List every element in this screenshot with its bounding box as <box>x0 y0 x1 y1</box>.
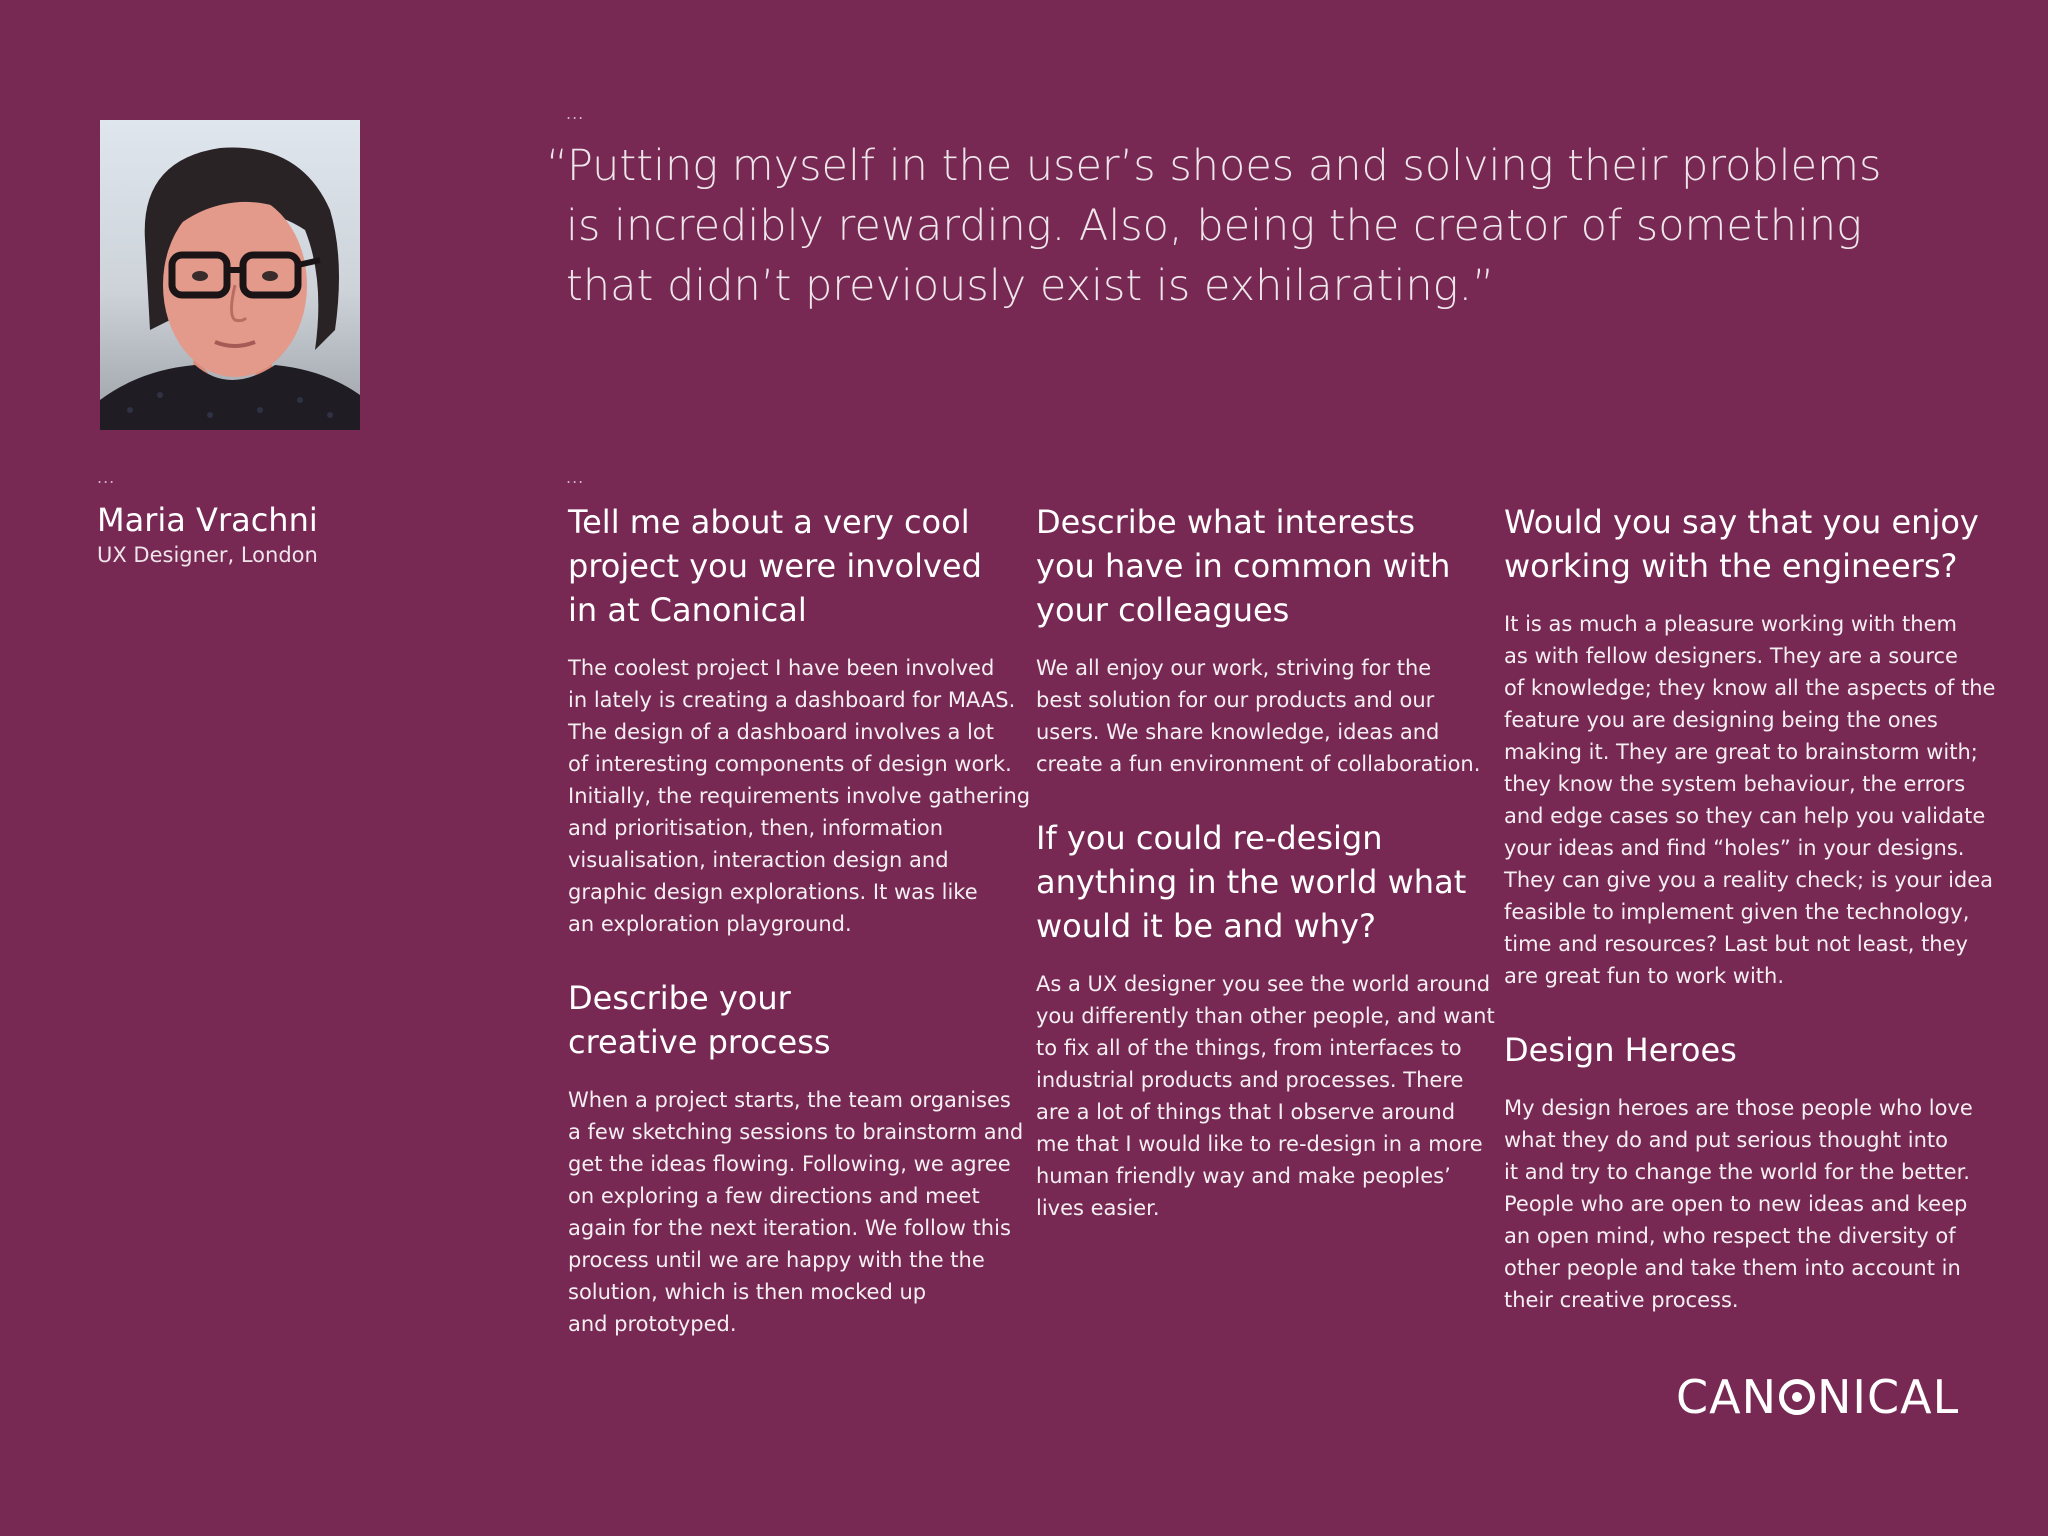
question-heading: Describe what interests you have in common with your colleagues <box>1036 503 1451 629</box>
quote-line: is incredibly rewarding. Also, being the creator of something <box>566 201 1862 251</box>
answer-text: My design heroes are those people who love what they do and put serious thought into it and try to change the world for the better. People who are open to new ideas and keep an open mind, who respect the diversity of other people and take them into account in their creative process. <box>1504 1096 1973 1312</box>
answer-text: The coolest project I have been involved in lately is creating a dashboard for MAAS. The design of a dashboard involves a lot of interesting components of design work. Initially, the requirements involve gathering and prioritisation, then, information visualisation, interaction design and graphic design explorations. It was like an exploration playground. <box>568 656 1031 936</box>
question-heading: Design Heroes <box>1504 1031 1737 1069</box>
portrait-photo <box>100 120 360 430</box>
answer-text: It is as much a pleasure working with them as with fellow designers. They are a source of knowledge; they know all the aspects of the feature you are designing being the ones making it. They are great to brainstorm with; they know the system behaviour, the errors and edge cases so they can help you validate your ideas and find “holes” in your designs. They can give you a reality check; is your idea feasible to implement given the technology, time and resources? Last but not least, they are great fun to work with. <box>1504 612 1996 988</box>
circle-of-friends-icon <box>1779 1379 1815 1415</box>
logo-text-end: NICAL <box>1817 1370 1960 1424</box>
question-heading: Describe your creative process <box>568 979 831 1061</box>
question-heading: Tell me about a very cool project you were involved in at Canonical <box>568 503 982 629</box>
canonical-logo <box>1676 1372 1966 1422</box>
person-name: Maria Vrachni <box>97 501 318 539</box>
quote-line: that didn’t previously exist is exhilarating.” <box>566 261 1495 311</box>
portrait-illustration <box>100 120 360 430</box>
answer-text: As a UX designer you see the world around you differently than other people, and want to fix all of the things, from interfaces to industrial products and processes. There are a lot of things that I observe around me that I would like to re-design in a more human friendly way and make peoples’ lives easier. <box>1036 972 1495 1220</box>
column-2 <box>1036 500 1495 1260</box>
question-heading: If you could re-design anything in the world what would it be and why? <box>1036 819 1467 945</box>
logo-text-start: CAN <box>1676 1370 1777 1424</box>
column-1 <box>568 500 1031 1376</box>
column-3 <box>1504 500 1996 1352</box>
answer-text: We all enjoy our work, striving for the best solution for our products and our users. We share knowledge, ideas and create a fun environment of collaboration. <box>1036 656 1481 776</box>
pull-quote <box>546 136 1946 316</box>
quote-dots: ... <box>566 104 585 123</box>
answer-text: When a project starts, the team organises a few sketching sessions to brainstorm and get the ideas flowing. Following, we agree on exploring a few directions and meet again for the next iteration. We follow this process until we are happy with the the solution, which is then mocked up and prototyped. <box>568 1088 1024 1336</box>
quote-line: “Putting myself in the user’s shoes and solving their problems <box>546 141 1882 191</box>
question-heading: Would you say that you enjoy working with the engineers? <box>1504 503 1979 585</box>
name-dots: ... <box>97 468 116 487</box>
person-role: UX Designer, London <box>97 543 318 567</box>
columns-dots: ... <box>566 468 585 487</box>
